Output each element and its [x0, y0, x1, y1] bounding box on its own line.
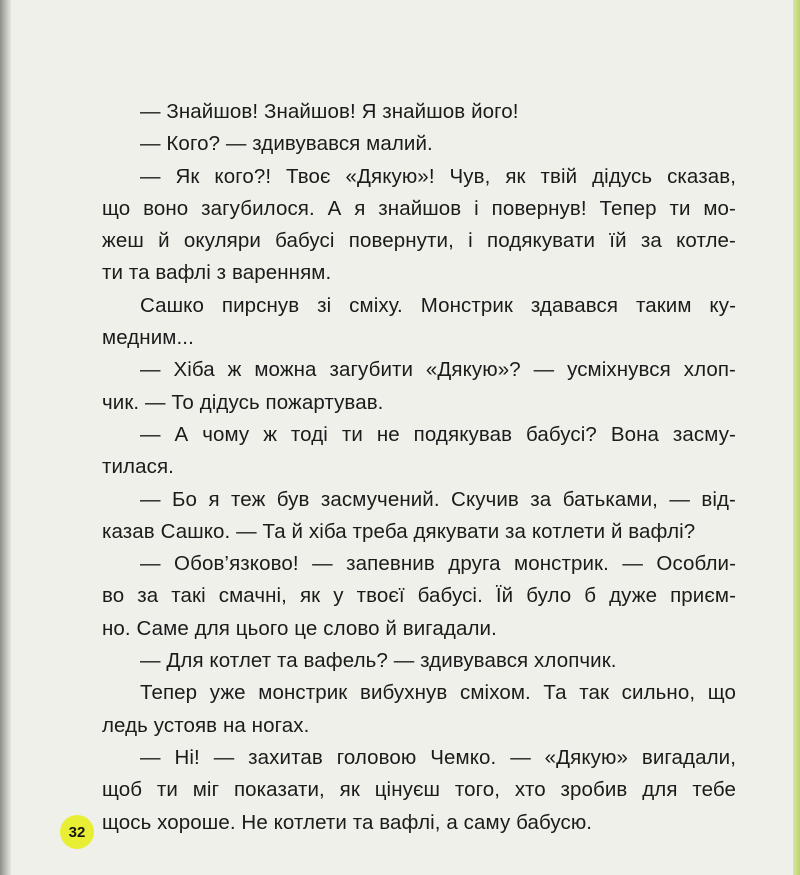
text-line: ти та вафлі з варенням.	[102, 261, 332, 285]
text-line: — Ні! — захитав головою Чемко. — «Дякую» вигадали,	[140, 745, 736, 769]
text-line: казав Сашко. — Та й хіба треба дякувати за котлети й вафлі?	[102, 519, 696, 543]
text-line: но. Саме для цього це слово й вигадали.	[102, 616, 497, 640]
text-line: во за такі смачні, як у твоєї бабусі. Їй було б дуже приєм-	[102, 584, 736, 608]
text-line: щось хороше. Не котлети та вафлі, а саму бабусю.	[102, 810, 593, 834]
text-line: — Як кого?! Твоє «Дякую»! Чув, як твій дідусь сказав,	[140, 164, 736, 188]
text-line: — Обов’язково! — запевнив друга монстрик. — Особли-	[140, 552, 736, 576]
text-line: медним...	[102, 326, 194, 350]
text-line: чик. — То дідусь пожартував.	[102, 390, 384, 414]
story-text	[102, 96, 736, 839]
text-line: — А чому ж тоді ти не подякував бабусі? Вона засму-	[140, 422, 736, 446]
text-line: — Кого? — здивувався малий.	[140, 132, 433, 156]
text-line: — Хіба ж можна загубити «Дякую»? — усміхнувся хлоп-	[140, 358, 736, 382]
text-line: — Знайшов! Знайшов! Я знайшов його!	[140, 100, 519, 123]
text-line: що воно загубилося. А я знайшов і повернув! Тепер ти мо-	[102, 196, 736, 220]
text-line: — Бо я теж був засмучений. Скучив за батьками, — від-	[140, 487, 736, 511]
green-accent-strip	[793, 0, 800, 875]
book-page-edge	[0, 0, 11, 875]
text-line: жеш й окуляри бабусі повернути, і подякувати їй за котле-	[102, 229, 736, 253]
text-line: ледь устояв на ногах.	[102, 713, 310, 737]
text-line: щоб ти міг показати, як цінуєш того, хто зробив для тебе	[102, 778, 736, 802]
page-number-badge: 32	[60, 815, 94, 849]
text-line: тилася.	[102, 455, 174, 479]
text-line: Тепер уже монстрик вибухнув сміхом. Та так сильно, що	[140, 681, 736, 705]
text-line: Сашко пирснув зі сміху. Монстрик здавався таким ку-	[140, 293, 736, 317]
text-line: — Для котлет та вафель? — здивувався хлопчик.	[140, 649, 617, 673]
